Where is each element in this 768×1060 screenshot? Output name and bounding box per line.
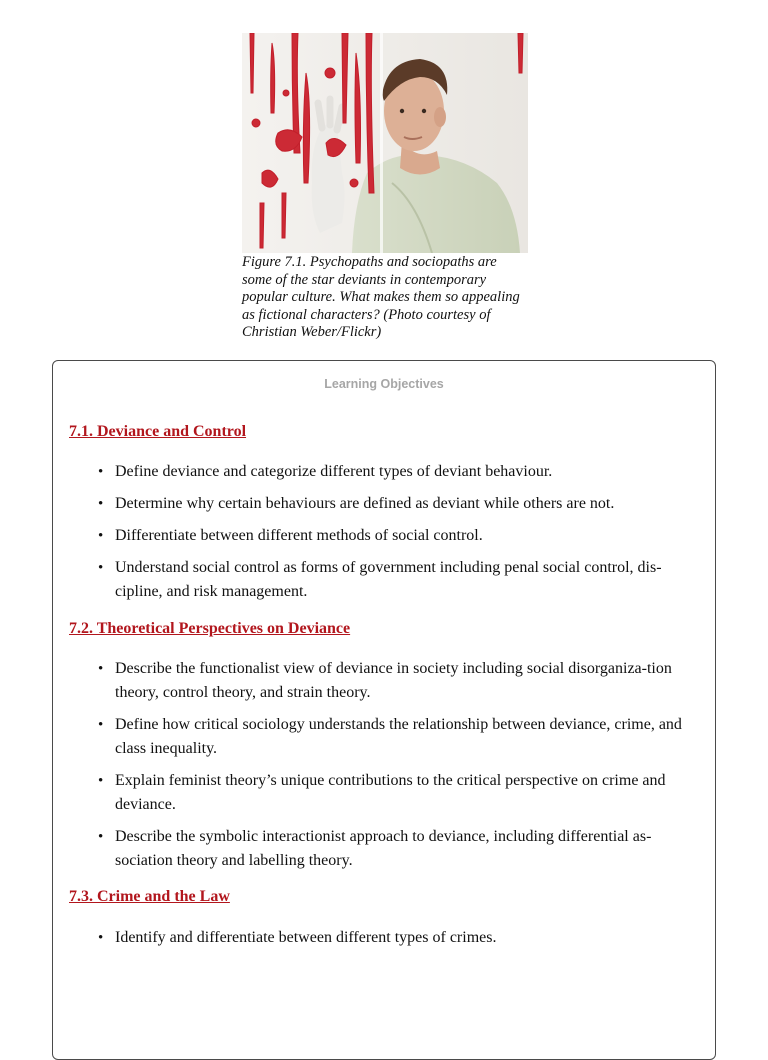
list-item: • Define how critical sociology understands the relationship between deviance, crime, and class inequality. [69, 713, 699, 761]
list-item: • Describe the symbolic interactionist approach to deviance, including differential as-sociation theory and labelling theory. [69, 825, 699, 873]
objective-list-7-2 [69, 657, 699, 881]
list-item: • Explain feminist theory’s unique contributions to the critical perspective on crime and deviance. [69, 769, 699, 817]
list-item: • Understand social control as forms of government including penal social control, dis-cipline, and risk management. [69, 556, 699, 604]
objective-list-7-1 [69, 460, 699, 612]
list-item: • Define deviance and categorize different types of deviant behaviour. [69, 460, 699, 484]
person-behind-glass-icon [242, 33, 528, 253]
list-item: • Determine why certain behaviours are defined as deviant while others are not. [69, 492, 699, 516]
section-link-7-3[interactable]: 7.3. Crime and the Law [69, 888, 230, 905]
list-item: • Identify and differentiate between different types of crimes. [69, 926, 699, 950]
section-link-7-2[interactable]: 7.2. Theoretical Perspectives on Deviance [69, 620, 351, 637]
objective-list-7-3 [69, 926, 699, 958]
list-item: • Describe the functionalist view of deviance in society including social disorganiza-tion theory, control theory, and strain theory. [69, 657, 699, 705]
figure-image [242, 33, 528, 253]
section-link-7-1[interactable]: 7.1. Deviance and Control [69, 423, 247, 440]
learning-objectives-box [52, 360, 716, 1060]
box-title: Learning Objectives [324, 377, 444, 391]
figure-caption: Figure 7.1. Psychopaths and sociopaths are some of the star deviants in contemporary popular culture. What makes them so appealing as fictional characters? (Photo courtesy of Christian Weber/Flickr) [242, 254, 520, 340]
figure [242, 33, 528, 342]
list-item: • Differentiate between different methods of social control. [69, 524, 699, 548]
